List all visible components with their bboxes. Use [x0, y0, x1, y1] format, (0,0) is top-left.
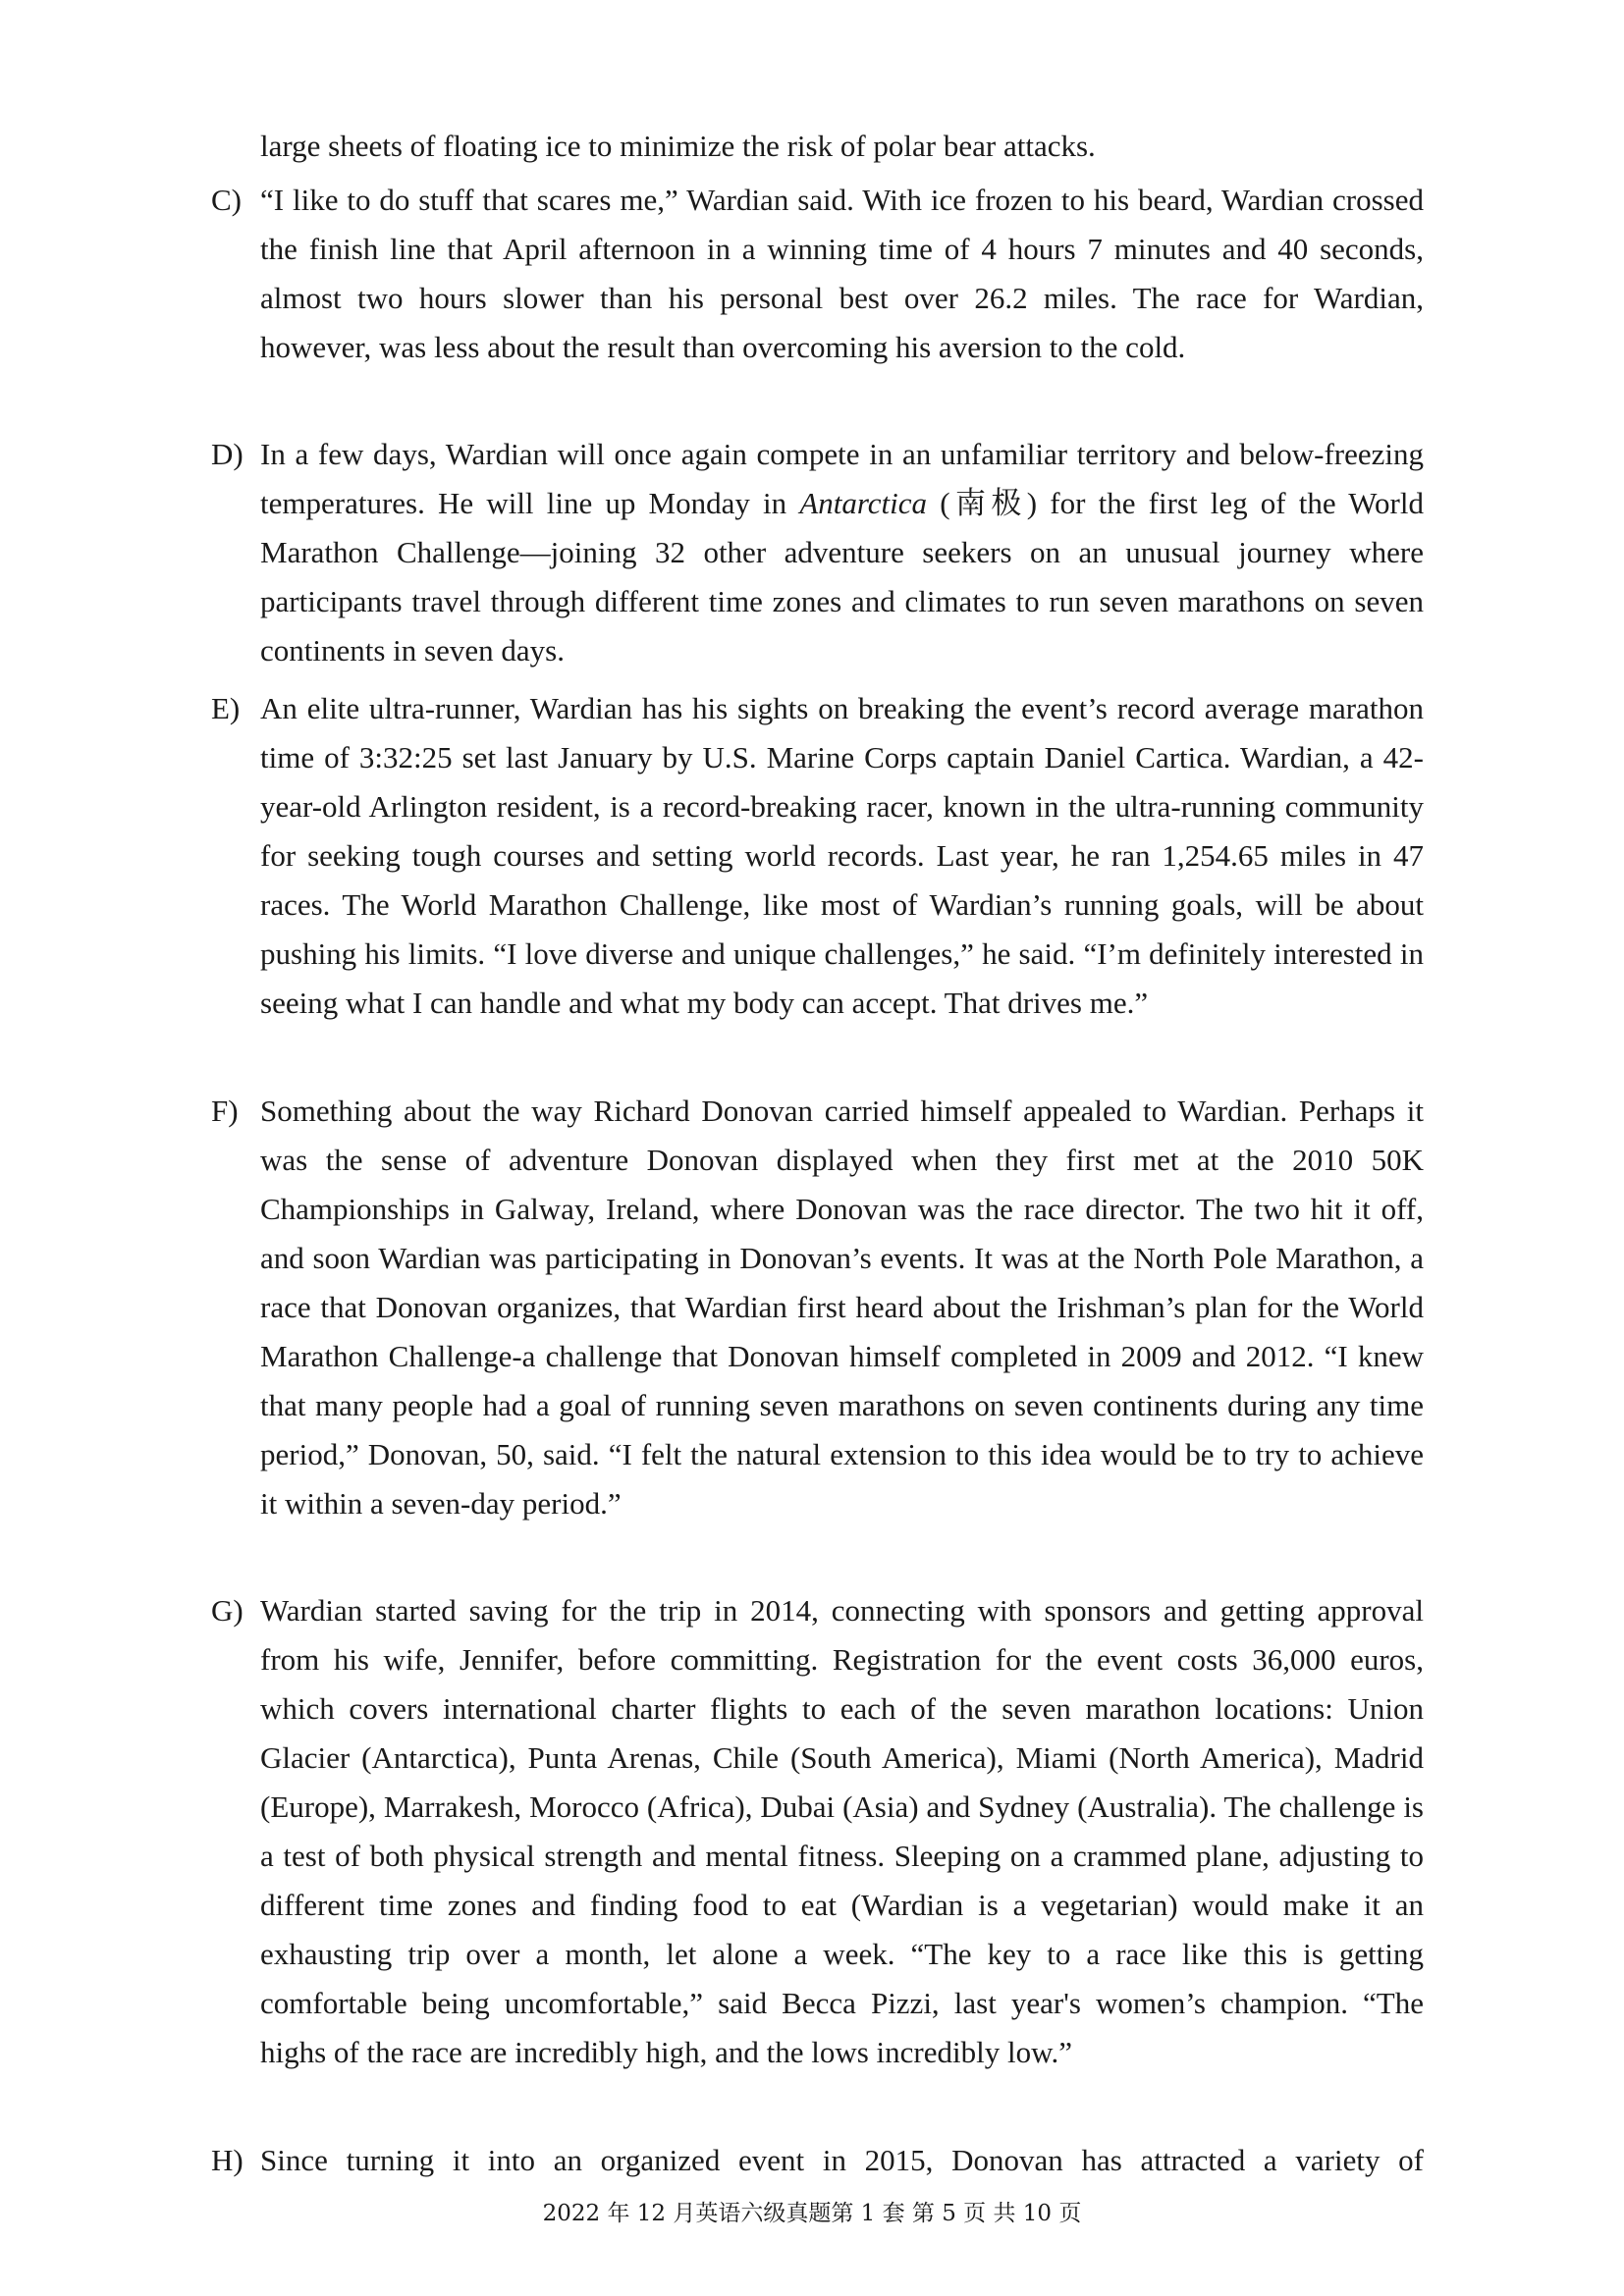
- page-footer: 2022 年 12 月英语六级真题第 1 套 第 5 页 共 10 页: [542, 2201, 1082, 2226]
- paragraph-h: [211, 2136, 1424, 2185]
- paragraph-text: Something about the way Richard Donovan carried himself appealed to Wardian. Perhaps it was the sense of adventure Donovan displayed when they first met at the 2010 50K Championships in Galway, Ireland, where Donovan was the race director. The two hit it off, and soon Wardian was participating in Donovan’s events. It was at the North Pole Marathon, a race that Donovan organizes, that Wardian first heard about the Irishman’s plan for the World Marathon Challenge-a challenge that Donovan himself completed in 2009 and 2012. “I knew that many people had a goal of running seven marathons on seven continents during any time period,” Donovan, 50, said. “I felt the natural extension to this idea would be to try to achieve it within a seven-day period.”: [260, 1094, 1424, 1521]
- paragraph-text-before: In a few days, Wardian will once again compete in an unfamiliar territory and below-freezing temperatures. He will line up Monday in: [260, 437, 1424, 520]
- paragraph-text: An elite ultra-runner, Wardian has his sights on breaking the event’s record average marathon time of 3:32:25 set last January by U.S. Marine Corps captain Daniel Cartica. Wardian, a 42-year-old Arlington resident, is a record-breaking racer, known in the ultra-running community for seeking tough courses and setting world records. Last year, he ran 1,254.65 miles in 47 races. The World Marathon Challenge, like most of Wardian’s running goals, will be about pushing his limits. “I love diverse and unique challenges,” he said. “I’m definitely interested in seeing what I can handle and what my body can accept. That drives me.”: [260, 691, 1424, 1020]
- paragraph-d: [211, 430, 1424, 675]
- paragraph-text: [260, 430, 1424, 675]
- paragraph-letter: E): [211, 691, 241, 725]
- italic-term: Antarctica: [799, 486, 928, 520]
- paragraph-text: “I like to do stuff that scares me,” Wardian said. With ice frozen to his beard, Wardian crossed the finish line that April afternoon in a winning time of 4 hours 7 minutes and 40 seconds, almost two hours slower than his personal best over 26.2 miles. The race for Wardian, however, was less about the result than overcoming his aversion to the cold.: [260, 183, 1424, 364]
- paragraph-text-after: (南极) for the first leg of the World Marathon Challenge—joining 32 other adventure seekers on an unusual journey where participants travel through different time zones and climates to run seven marathons on seven continents in seven days.: [260, 486, 1424, 667]
- paragraph-letter: H): [211, 2143, 244, 2177]
- paragraph-letter: G): [211, 1593, 244, 1628]
- paragraph-g: [211, 1586, 1424, 2077]
- paragraph-text: Wardian started saving for the trip in 2014, connecting with sponsors and getting approval from his wife, Jennifer, before committing. Registration for the event costs 36,000 euros, which covers international charter flights to each of the seven marathon locations: Union Glacier (Antarctica), Punta Arenas, Chile (South America), Miami (North America), Madrid (Europe), Marrakesh, Morocco (Africa), Dubai (Asia) and Sydney (Australia). The challenge is a test of both physical strength and mental fitness. Sleeping on a crammed plane, adjusting to different time zones and finding food to eat (Wardian is a vegetarian) would make it an exhausting trip over a month, let alone a week. “The key to a race like this is getting comfortable being uncomfortable,” said Becca Pizzi, last year's women’s champion. “The highs of the race are incredibly high, and the lows incredibly low.”: [260, 1593, 1424, 2069]
- paragraph-c: [211, 176, 1424, 372]
- paragraph-letter: C): [211, 183, 242, 217]
- continuation-line: large sheets of floating ice to minimize the risk of polar bear attacks.: [260, 129, 1096, 163]
- paragraph-text: Since turning it into an organized event in 2015, Donovan has attracted a variety of: [260, 2143, 1424, 2177]
- paragraph-letter: F): [211, 1094, 239, 1128]
- paragraph-f: [211, 1087, 1424, 1528]
- paragraph-e: [211, 684, 1424, 1028]
- paragraph-letter: D): [211, 437, 244, 471]
